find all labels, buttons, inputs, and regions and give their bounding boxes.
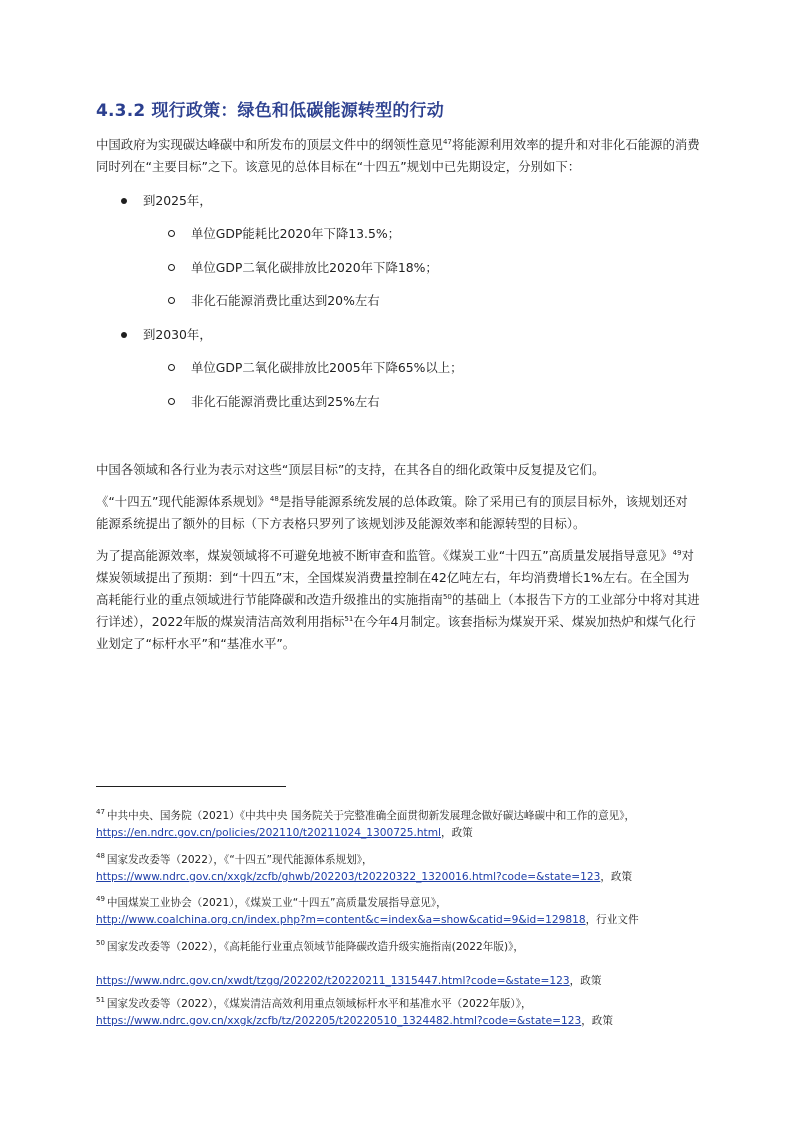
- footnote-ref-50[interactable]: 50: [442, 592, 452, 601]
- para3-text-2: 是指导能源系统发展的总体政策。除了采用已有的顶层目标外，该规划还对能源系统提出了额外的目标（下方表格只罗列了该规划涉及能源效率和能源转型的目标）。: [96, 494, 688, 531]
- bullet-2025: [121, 190, 212, 212]
- footnote-ref-48[interactable]: 48: [269, 494, 279, 503]
- footnote-link[interactable]: http://www.coalchina.org.cn/index.php?m=content&c=index&a=show&catid=9&id=129818: [96, 914, 586, 926]
- footnote-ref-51[interactable]: 51: [344, 614, 354, 623]
- footnote-51: [96, 996, 716, 1030]
- intro-text-2: 将能源利用效率的提升和对非化石能源的消费同时列在“主要目标”之下。该意见的总体目标在“十四五”规划中已先期设定，分别如下：: [96, 137, 700, 174]
- bullet-dot-icon: [121, 332, 127, 338]
- bullet-dot-icon: [121, 198, 127, 204]
- para4-text-2: 对煤炭领域提出了预期：到“十四五”末，全国煤炭消费量控制在42亿吨左右，年均消费增长1%左右。在全国为高耗能行业的重点领域进行节能降碳和改造升级推出的实施指南: [96, 548, 694, 607]
- footnote-text: 国家发改委等（2022），《高耗能行业重点领域节能降碳改造升级实施指南(2022年版)》，: [106, 941, 524, 953]
- footnote-tail: ，政策: [440, 827, 473, 839]
- paragraph-3: [96, 491, 700, 535]
- section-title: 现行政策：绿色和低碳能源转型的行动: [151, 101, 444, 121]
- sub-item: [168, 290, 380, 312]
- footnote-tail: ，政策: [600, 871, 633, 883]
- intro-paragraph: [96, 134, 700, 178]
- footnote-50: [96, 939, 716, 990]
- footnote-number: 50: [96, 939, 105, 948]
- footnote-number: 48: [96, 852, 105, 861]
- sub-item-text: 单位GDP二氧化碳排放比2005年下降65%以上；: [191, 360, 463, 375]
- footnote-tail: ，行业文件: [585, 914, 639, 926]
- footnote-link[interactable]: https://www.ndrc.gov.cn/xwdt/tzgg/202202/t20220211_1315447.html?code=&state=123: [96, 975, 570, 987]
- footnote-ref-47[interactable]: 47: [442, 137, 452, 146]
- para3-text-1: 《“十四五”现代能源体系规划》: [96, 494, 270, 509]
- intro-text-1: 中国政府为实现碳达峰碳中和所发布的顶层文件中的纲领性意见: [96, 137, 443, 152]
- footnote-text: 国家发改委等（2022），《“十四五”现代能源体系规划》，: [106, 854, 373, 866]
- footnote-number: 49: [96, 895, 105, 904]
- footnote-ref-49[interactable]: 49: [672, 548, 682, 557]
- bullet-circle-icon: [168, 398, 175, 405]
- sub-item-text: 非化石能源消费比重达到25%左右: [191, 394, 380, 409]
- sub-item-text: 单位GDP能耗比2020年下降13.5%；: [191, 226, 401, 241]
- footnote-number: 47: [96, 808, 105, 817]
- bullet-label: 到2025年，: [143, 193, 212, 208]
- para4-text-1: 为了提高能源效率，煤炭领域将不可避免地被不断审查和监管。《煤炭工业“十四五”高质量发展指导意见》: [96, 548, 673, 563]
- sub-item: [168, 391, 380, 413]
- footnote-tail: ，政策: [569, 975, 602, 987]
- bullet-circle-icon: [168, 297, 175, 304]
- footnote-text: 国家发改委等（2022），《煤炭清洁高效利用重点领域标杆水平和基准水平（2022年版）》，: [106, 998, 532, 1010]
- section-number: 4.3.2: [96, 101, 146, 121]
- para4-text-3: 的基础上（本报告下方的工业部分中将对其进行详述），2022年版的煤炭清洁高效利用指标: [96, 592, 700, 629]
- section-heading: [96, 96, 444, 121]
- footnote-number: 51: [96, 996, 105, 1005]
- footnote-tail: ，政策: [581, 1015, 613, 1027]
- footnote-text: 中共中央、国务院（2021）《中共中央 国务院关于完整准确全面贯彻新发展理念做好碳达峰碳中和工作的意见》，: [106, 810, 636, 822]
- para4-text-4: 在今年4月制定。该套指标为煤炭开采、煤炭加热炉和煤气化行业划定了“标杆水平”和“基准水平”。: [96, 614, 696, 651]
- footnote-49: [96, 895, 716, 929]
- footnote-divider: [96, 786, 286, 787]
- footnote-48: [96, 852, 716, 886]
- footnote-link[interactable]: https://www.ndrc.gov.cn/xxgk/zcfb/tz/202205/t20220510_1324482.html?code=&state=123: [96, 1015, 582, 1027]
- sub-item-text: 非化石能源消费比重达到20%左右: [191, 293, 380, 308]
- footnote-text: 中国煤炭工业协会（2021），《煤炭工业“十四五”高质量发展指导意见》，: [106, 897, 447, 909]
- bullet-2030: [121, 324, 212, 346]
- footnote-link[interactable]: https://www.ndrc.gov.cn/xxgk/zcfb/ghwb/202203/t20220322_1320016.html?code=&state=123: [96, 871, 601, 883]
- bullet-circle-icon: [168, 264, 175, 271]
- paragraph-2: 中国各领域和各行业为表示对这些“顶层目标”的支持，在其各自的细化政策中反复提及它们。: [96, 462, 605, 477]
- footnote-link[interactable]: https://en.ndrc.gov.cn/policies/202110/t20211024_1300725.html: [96, 827, 441, 839]
- sub-item: [168, 223, 400, 245]
- bullet-circle-icon: [168, 364, 175, 371]
- paragraph-4: [96, 545, 700, 655]
- sub-item-text: 单位GDP二氧化碳排放比2020年下降18%；: [191, 260, 438, 275]
- sub-item: [168, 357, 463, 379]
- footnote-47: [96, 808, 716, 842]
- bullet-label: 到2030年，: [143, 327, 212, 342]
- bullet-circle-icon: [168, 230, 175, 237]
- sub-item: [168, 257, 438, 279]
